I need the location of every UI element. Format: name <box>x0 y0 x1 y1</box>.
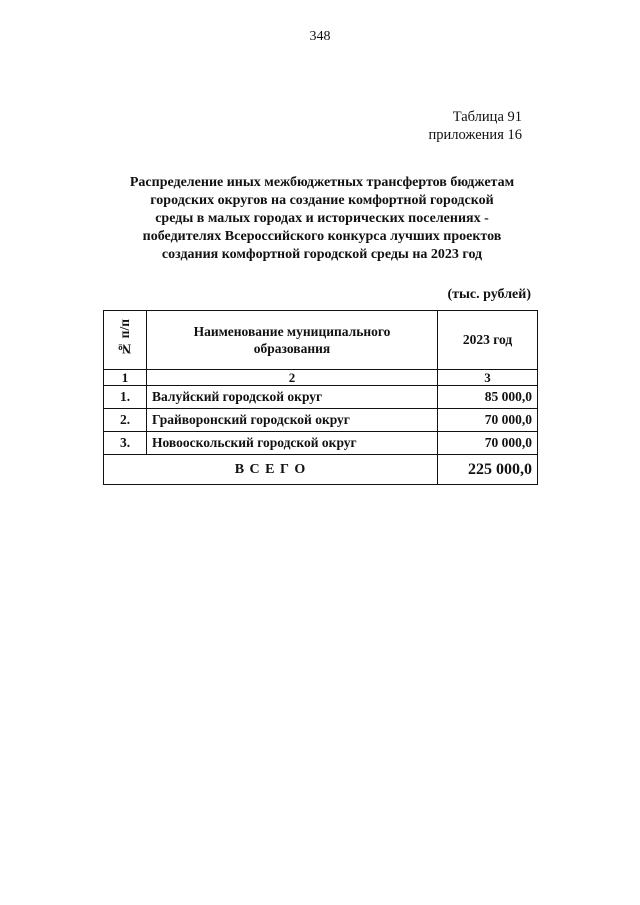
table-row <box>104 386 538 409</box>
row-municipality: Новооскольский городской округ <box>147 432 438 455</box>
row-amount: 70 000,0 <box>438 432 538 455</box>
title-line: победителях Всероссийского конкурса лучших проектов <box>142 229 502 244</box>
total-label: В С Е Г О <box>104 455 438 485</box>
document-title <box>80 174 564 264</box>
row-number: 2. <box>104 409 147 432</box>
table-row <box>104 432 538 455</box>
header-number <box>104 311 147 370</box>
title-line: среды в малых городах и исторических поселениях - <box>155 211 489 226</box>
table-header-row <box>104 311 538 370</box>
units-label: (тыс. рублей) <box>447 287 531 302</box>
page-number: 348 <box>309 29 331 44</box>
row-amount: 70 000,0 <box>438 409 538 432</box>
table-reference <box>400 108 522 144</box>
table-label: Таблица 91 <box>452 109 522 125</box>
transfers-table <box>103 310 538 485</box>
column-number: 3 <box>438 370 538 386</box>
header-name <box>147 311 438 370</box>
column-numbers-row <box>104 370 538 386</box>
title-line: создания комфортной городской среды на 2023 год <box>161 247 483 262</box>
row-municipality: Валуйский городской округ <box>147 386 438 409</box>
column-number: 2 <box>147 370 438 386</box>
header-name-line: Наименование муниципального <box>193 324 391 339</box>
title-line: городских округов на создание комфортной городской <box>150 193 494 208</box>
row-municipality: Грайворонский городской округ <box>147 409 438 432</box>
header-year: 2023 год <box>438 311 538 370</box>
title-line: Распределение иных межбюджетных трансфертов бюджетам <box>129 175 515 190</box>
row-amount: 85 000,0 <box>438 386 538 409</box>
appendix-label: приложения 16 <box>428 127 522 143</box>
total-amount: 225 000,0 <box>438 455 538 485</box>
header-number-label: № п/п <box>117 319 132 357</box>
table-row <box>104 409 538 432</box>
column-number: 1 <box>104 370 147 386</box>
row-number: 1. <box>104 386 147 409</box>
total-row <box>104 455 538 485</box>
row-number: 3. <box>104 432 147 455</box>
header-name-line: образования <box>253 341 331 356</box>
